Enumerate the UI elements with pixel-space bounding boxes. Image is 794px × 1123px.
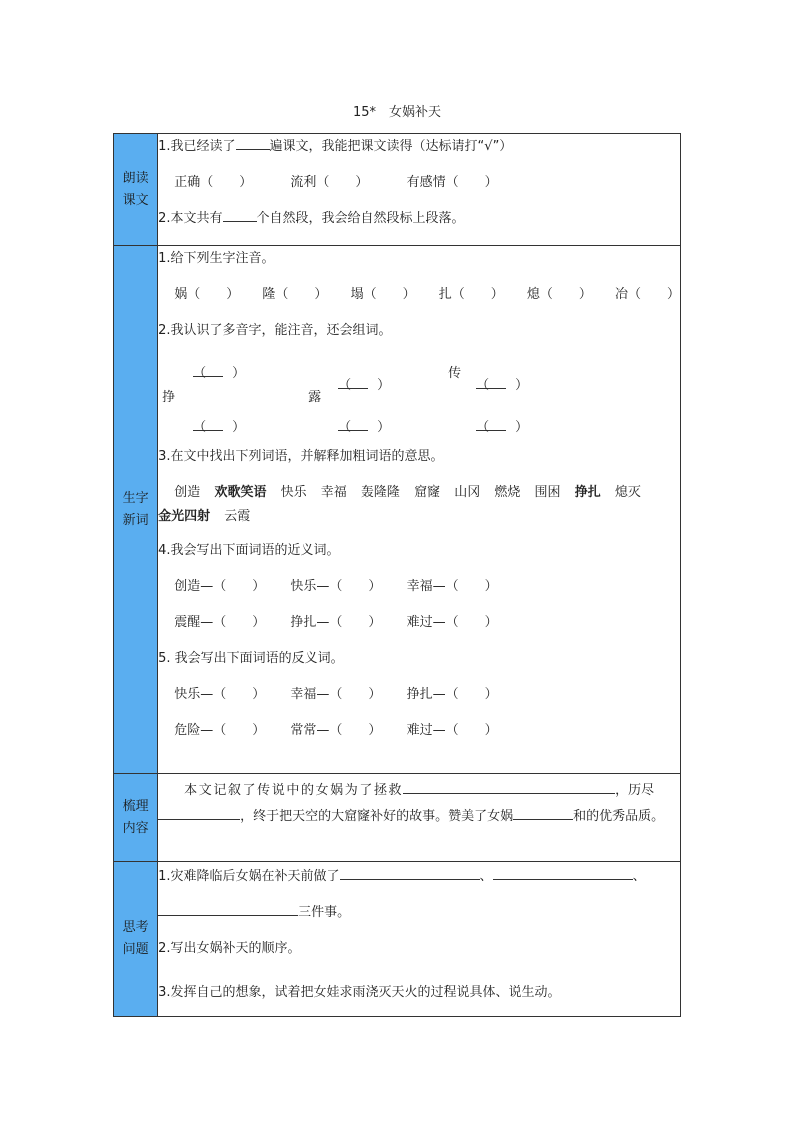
paragraph-count-line: 2.本文共有 个自然段，我会给自然段标上段落。 — [158, 206, 680, 242]
question-5: 5. 我会写出下面词语的反义词。 — [158, 651, 344, 666]
answer-blank[interactable] — [158, 901, 298, 916]
answer-blank[interactable] — [340, 865, 480, 880]
section-content-reading — [158, 134, 681, 246]
antonym-line-2 — [158, 718, 680, 754]
word-bold: 金光四射 — [158, 509, 211, 524]
pinyin-chars-line — [158, 282, 680, 318]
word-bold: 欢歌笑语 — [214, 485, 267, 500]
synonym-item[interactable]: 创造—（ ） — [174, 579, 266, 594]
char-wa[interactable]: 娲（ ） — [174, 287, 240, 302]
section-label-words: 生字 新词 — [114, 246, 158, 774]
section-summary — [114, 774, 681, 862]
question-4: 4.我会写出下面词语的近义词。 — [158, 543, 340, 558]
section-reading — [114, 134, 681, 246]
word: 幸福 — [320, 485, 347, 500]
section-content-thinking — [158, 862, 681, 1017]
synonym-line-1 — [158, 574, 680, 610]
antonym-item[interactable]: 挣扎—（ ） — [406, 687, 498, 702]
antonym-item[interactable]: 危险—（ ） — [174, 723, 266, 738]
section-label-summary: 梳理 内容 — [114, 774, 158, 862]
word: 创造 — [174, 485, 201, 500]
antonym-item[interactable]: 常常—（ ） — [290, 723, 382, 738]
summary-paragraph: 本文记叙了传说中的女娲为了拯救 ，历尽，终于把天空的大窟窿补好的故事。赞美了女娲 和的优秀品质。 — [158, 778, 680, 830]
polyphone-block: （ ） 挣 （ ） （ ） 露 （ ） 传 （ ） （ ） — [158, 354, 680, 444]
thinking-q3: 3.发挥自己的想象，试着把女娃求雨浇灭天火的过程说具体、说生动。 — [158, 985, 561, 1000]
char-long[interactable]: 隆（ ） — [262, 287, 328, 302]
section-content-words — [158, 246, 681, 774]
char-xi[interactable]: 熄（ ） — [526, 287, 592, 302]
word: 快乐 — [280, 485, 307, 500]
answer-blank[interactable] — [158, 805, 240, 820]
word: 云霞 — [224, 509, 251, 524]
synonym-item[interactable]: 震醒—（ ） — [174, 615, 266, 630]
question-1: 1.给下列生字注音。 — [158, 251, 275, 266]
synonym-line-2 — [158, 610, 680, 646]
section-label-thinking: 思考 问题 — [114, 862, 158, 1017]
section-label-reading: 朗读 课文 — [114, 134, 158, 246]
word: 围困 — [534, 485, 561, 500]
question-2: 2.我认识了多音字，能注音，还会组词。 — [158, 323, 392, 338]
synonym-item[interactable]: 难过—（ ） — [406, 615, 498, 630]
answer-blank[interactable] — [403, 779, 615, 794]
thinking-q1-line: 1.灾难降临后女娲在补天前做了 、 、 — [158, 864, 680, 900]
answer-blank[interactable] — [236, 135, 270, 150]
thinking-q1-cont: 三件事。 — [158, 900, 680, 936]
synonym-item[interactable]: 挣扎—（ ） — [290, 615, 382, 630]
poly-char-lu: 露 — [308, 390, 322, 405]
char-ye[interactable]: 冶（ ） — [614, 287, 680, 302]
option-fluent[interactable]: 流利（ ） — [290, 175, 369, 190]
word-list-line-1 — [158, 480, 680, 504]
char-ta[interactable]: 塌（ ） — [350, 287, 416, 302]
worksheet-table — [113, 133, 681, 1017]
section-content-summary — [158, 774, 681, 862]
word: 燃烧 — [494, 485, 521, 500]
page-title: 15* 女娲补天 — [352, 105, 442, 120]
answer-blank[interactable] — [493, 865, 633, 880]
antonym-item[interactable]: 快乐—（ ） — [174, 687, 266, 702]
antonym-line-1 — [158, 682, 680, 718]
answer-blank[interactable] — [513, 805, 573, 820]
option-correct[interactable]: 正确（ ） — [174, 175, 253, 190]
word: 窟窿 — [414, 485, 441, 500]
poly-char-zheng: 挣 — [162, 390, 176, 405]
section-words — [114, 246, 681, 774]
antonym-item[interactable]: 难过—（ ） — [406, 723, 498, 738]
option-emotion[interactable]: 有感情（ ） — [406, 175, 498, 190]
antonym-item[interactable]: 幸福—（ ） — [290, 687, 382, 702]
reading-count-line: 1.我已经读了 遍课文，我能把课文读得（达标请打“√”） — [158, 134, 680, 170]
word: 山冈 — [454, 485, 481, 500]
synonym-item[interactable]: 幸福—（ ） — [406, 579, 498, 594]
question-3: 3.在文中找出下列词语，并解释加粗词语的意思。 — [158, 449, 444, 464]
word-bold: 挣扎 — [574, 485, 601, 500]
thinking-q2: 2.写出女娲补天的顺序。 — [158, 941, 301, 956]
word-list-line-2 — [158, 504, 680, 538]
word: 轰隆隆 — [360, 485, 400, 500]
char-zha[interactable]: 扎（ ） — [438, 287, 504, 302]
word: 熄灭 — [614, 485, 641, 500]
reading-options-line — [158, 170, 680, 206]
answer-blank[interactable] — [223, 207, 257, 222]
synonym-item[interactable]: 快乐—（ ） — [290, 579, 382, 594]
section-thinking — [114, 862, 681, 1017]
poly-char-chuan: 传 — [448, 366, 462, 381]
